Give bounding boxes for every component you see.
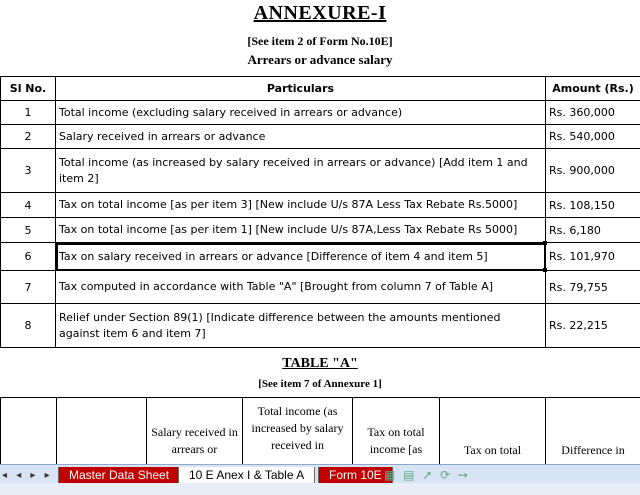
table-a-col-tax-total[interactable]: Tax on total: [440, 398, 546, 465]
row-sl-cell[interactable]: 4: [1, 193, 56, 218]
row-particular-cell[interactable]: Total income (excluding salary received in arrears or advance): [56, 101, 546, 125]
table-a-title: TABLE "A": [0, 356, 640, 372]
table-a-subtitle: [See item 7 of Annexure 1]: [0, 378, 640, 390]
insert-sheet-icon[interactable]: ▦: [384, 468, 397, 482]
row-particular-cell[interactable]: Relief under Section 89(1) [Indicate difference between the amounts mentioned against item 6 and item 7]: [56, 304, 546, 348]
row-sl-cell[interactable]: 5: [1, 218, 56, 243]
table-row: [1, 125, 640, 149]
row-amount-cell[interactable]: Rs. 6,180: [546, 218, 640, 243]
row-sl-cell[interactable]: 7: [1, 271, 56, 304]
table-a-header-row: [1, 398, 640, 465]
sheet-nav-arrows-icon[interactable]: ◂ ◂ ▸ ▸: [2, 470, 53, 481]
table-row-selected: [1, 243, 640, 271]
table-a: [0, 397, 640, 464]
row-particular-cell[interactable]: Tax on total income [as per item 3] [New include U/s 87A Less Tax Rebate Rs.5000]: [56, 193, 546, 218]
row-amount-cell[interactable]: Rs. 540,000: [546, 125, 640, 149]
row-sl-cell[interactable]: 8: [1, 304, 56, 348]
row-amount-text: Rs. 101,970: [549, 250, 615, 263]
row-amount-cell[interactable]: Rs. 79,755: [546, 271, 640, 304]
table-row: [1, 193, 640, 218]
sheet-action-icon[interactable]: ▤: [403, 468, 416, 482]
row-amount-cell[interactable]: Rs. 900,000: [546, 149, 640, 193]
annexure-table: [0, 76, 640, 348]
header-sl-no[interactable]: Sl No.: [1, 77, 56, 101]
row-amount-cell[interactable]: Rs. 360,000: [546, 101, 640, 125]
row-sl-cell[interactable]: 1: [1, 101, 56, 125]
table-a-col-1[interactable]: [1, 398, 57, 465]
header-amount[interactable]: Amount (Rs.): [546, 77, 640, 101]
selection-handle-bottom[interactable]: [543, 268, 547, 272]
table-a-col-total-income[interactable]: Total income (as increased by salary received in: [243, 398, 353, 465]
annexure-subtitle-salary: Arrears or advance salary: [0, 52, 640, 68]
annexure-subtitle-form: [See item 2 of Form No.10E]: [0, 34, 640, 49]
horizontal-scrollbar[interactable]: [0, 483, 640, 495]
row-particular-cell[interactable]: Tax on total income [as per item 1] [New include U/s 87A,Less Tax Rebate Rs 5000]: [56, 218, 546, 243]
tab-10e-anex-table-a[interactable]: 10 E Anex I & Table A: [178, 467, 315, 485]
row-amount-cell[interactable]: Rs. 22,215: [546, 304, 640, 348]
table-a-col-2[interactable]: [57, 398, 147, 465]
table-row: [1, 271, 640, 304]
row-amount-cell[interactable]: [546, 243, 640, 271]
forward-icon[interactable]: ➚: [422, 468, 434, 482]
table-row: [1, 101, 640, 125]
row-particular-cell[interactable]: Total income (as increased by salary received in arrears or advance) [Add item 1 and item 2]: [56, 149, 546, 193]
row-particular-cell[interactable]: Salary received in arrears or advance: [56, 125, 546, 149]
tab-form-10e[interactable]: Form 10E: [318, 467, 393, 484]
table-a-col-salary[interactable]: Salary received in arrears or: [147, 398, 243, 465]
sheet-tab-bar: [0, 464, 640, 495]
row-sl-cell[interactable]: 3: [1, 149, 56, 193]
table-row: [1, 149, 640, 193]
arrow-icon[interactable]: ➙: [458, 468, 470, 482]
refresh-icon[interactable]: ⟳: [440, 468, 452, 482]
tab-master-data-sheet[interactable]: Master Data Sheet: [58, 467, 180, 484]
table-row: [1, 218, 640, 243]
table-a-col-difference[interactable]: Difference in: [546, 398, 640, 465]
row-amount-cell[interactable]: Rs. 108,150: [546, 193, 640, 218]
toolbar-icons: [384, 468, 470, 482]
header-particulars[interactable]: Particulars: [56, 77, 546, 101]
annexure-title: ANNEXURE-I: [0, 2, 640, 25]
row-sl-cell[interactable]: 6: [1, 243, 56, 271]
selected-particular-cell[interactable]: Tax on salary received in arrears or advance [Difference of item 4 and item 5]: [56, 243, 546, 271]
row-particular-cell[interactable]: Tax computed in accordance with Table "A" [Brought from column 7 of Table A]: [56, 271, 546, 304]
selection-handle-top[interactable]: [543, 241, 547, 245]
row-sl-cell[interactable]: 2: [1, 125, 56, 149]
header-row: [1, 77, 640, 101]
table-a-col-tax-income[interactable]: Tax on total income [as: [353, 398, 440, 465]
table-row: [1, 304, 640, 348]
